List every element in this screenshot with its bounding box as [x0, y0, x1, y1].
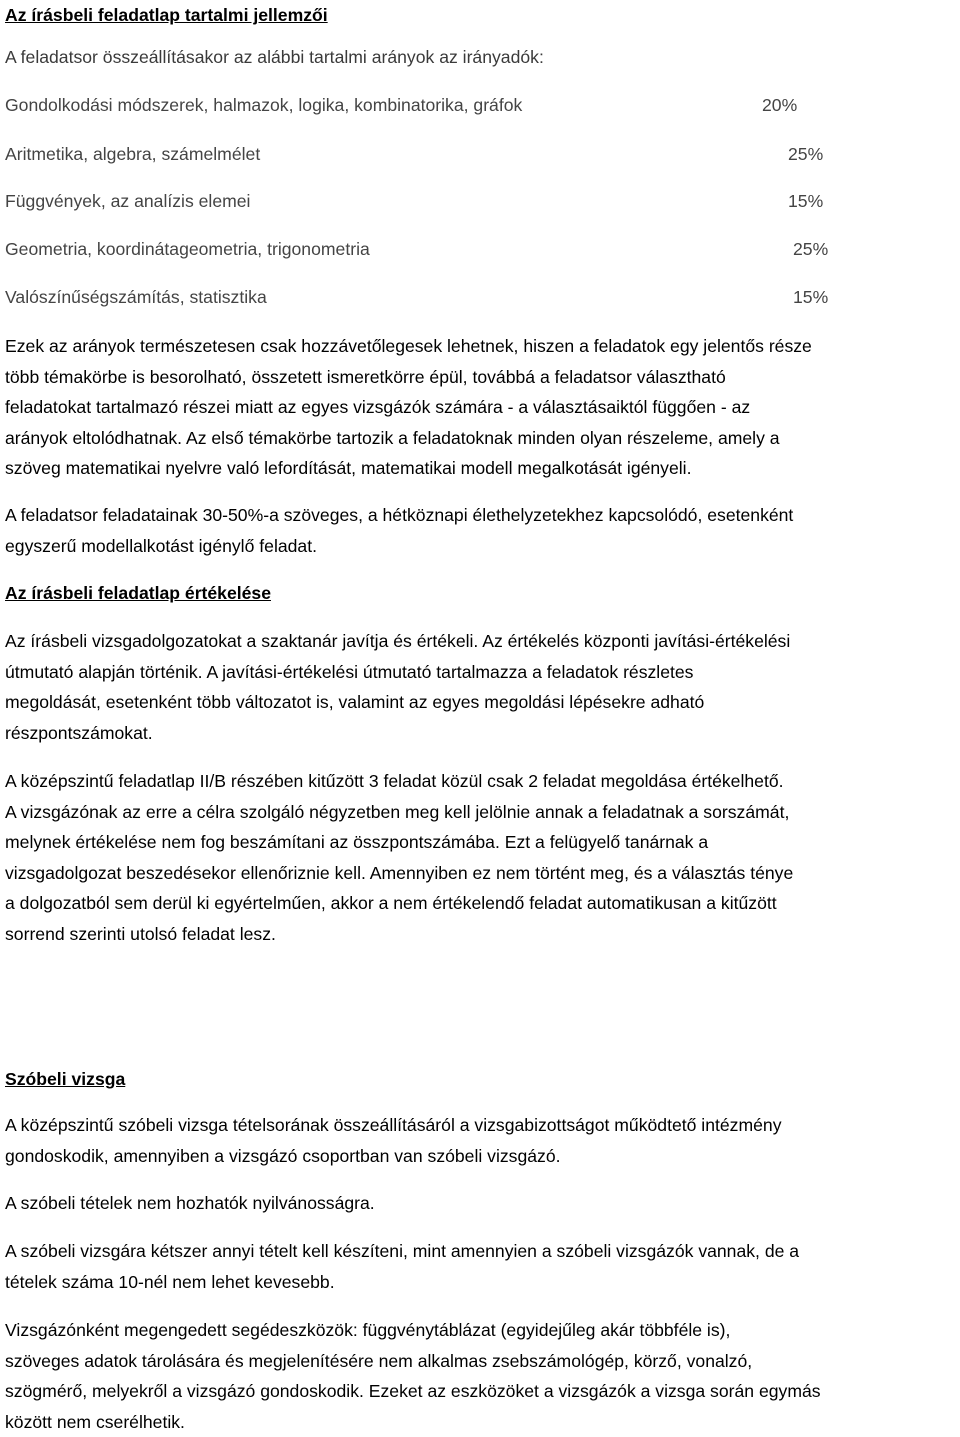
topic-label: Geometria, koordinátageometria, trigonometria [5, 239, 370, 259]
topic-row [5, 90, 835, 120]
heading-written-evaluation: Az írásbeli feladatlap értékelése [5, 583, 271, 603]
paragraph-oral-topics: A középszintű szóbeli vizsga tételsorának összeállításáról a vizsgabizottságot működtető intézmény gondoskodik, amennyiben a vizsgázó csoportban van szóbeli vizsgázó. [5, 1115, 782, 1166]
intro-text: A feladatsor összeállításakor az alábbi tartalmi arányok az irányadók: [5, 47, 544, 67]
topic-row [5, 234, 845, 264]
paragraph-text-tasks: A feladatsor feladatainak 30-50%-a szöveges, a hétköznapi élethelyzetekhez kapcsolódó, esetenként egyszerű modellalkotást igénylő feladat. [5, 505, 794, 556]
topic-label: Függvények, az analízis elemei [5, 191, 251, 211]
topic-percent: 15% [793, 287, 829, 307]
topic-percent: 20% [762, 95, 798, 115]
paragraph-oral-public: A szóbeli tételek nem hozhatók nyilvánosságra. [5, 1193, 375, 1213]
heading-oral-exam: Szóbeli vizsga [5, 1069, 126, 1089]
topic-percent: 25% [788, 144, 824, 164]
topic-percent: 15% [788, 191, 824, 211]
topic-row [5, 186, 835, 216]
paragraph-oral-count: A szóbeli vizsgára kétszer annyi tételt kell készíteni, mint amennyien a szóbeli vizsgázók vannak, de a tételek száma 10-nél nem lehet kevesebb. [5, 1241, 800, 1292]
paragraph-ratios: Ezek az arányok természetesen csak hozzávetőlegesek lehetnek, hiszen a feladatok egy jelentős része több témakörbe is besorolható, összetett ismeretkörre épül, továbbá a feladatsor választható feladatokat tartalmazó részei miatt az egyes vizsgázók számára - a választásaiktól függően - az arányok eltolódhatnak. Az első témakörbe tartozik a feladatoknak minden olyan részeleme, amely a szöveg matematikai nyelvre való lefordítását, matematikai modell megalkotását igényeli. [5, 336, 812, 478]
paragraph-evaluation: Az írásbeli vizsgadolgozatokat a szaktanár javítja és értékeli. Az értékelés központi javítási-értékelési útmutató alapján történik. A javítási-értékelési útmutató tartalmazza a feladatok részletes megoldását, esetenként több változatot is, valamint az egyes megoldási lépésekre adható részpontszámokat. [5, 631, 791, 743]
paragraph-task-selection: A középszintű feladatlap II/B részében kitűzött 3 feladat közül csak 2 feladat megoldása értékelhető. A vizsgázónak az erre a célra szolgáló négyzetben meg kell jelölnie annak a feladatnak a sorszámát, melynek értékelése nem fog beszámítani az összpontszámába. Ezt a felügyelő tanárnak a vizsgadolgozat beszedésekor ellenőriznie kell. Amennyiben ez nem történt meg, és a választás ténye a dolgozatból sem derül ki egyértelműen, akkor a nem értékelendő feladat automatikusan a kitűzött sorrend szerinti utolsó feladat lesz. [5, 771, 794, 944]
topic-label: Valószínűségszámítás, statisztika [5, 287, 267, 307]
topic-row [5, 282, 845, 312]
topic-percent: 25% [793, 239, 829, 259]
topic-label: Aritmetika, algebra, számelmélet [5, 144, 261, 164]
topic-label: Gondolkodási módszerek, halmazok, logika, kombinatorika, gráfok [5, 95, 523, 115]
topic-row [5, 139, 835, 169]
paragraph-tools: Vizsgázónként megengedett segédeszközök: függvénytáblázat (egyidejűleg akár többféle is), szöveges adatok tárolására és megjelenítésére nem alkalmas zsebszámológép, körző, vonalzó, szögmérő, melyekről a vizsgázó gondoskodik. Ezeket az eszközöket a vizsgázók a vizsga során egymás között nem cserélhetik. [5, 1320, 821, 1432]
heading-written-content: Az írásbeli feladatlap tartalmi jellemzői [5, 5, 328, 25]
